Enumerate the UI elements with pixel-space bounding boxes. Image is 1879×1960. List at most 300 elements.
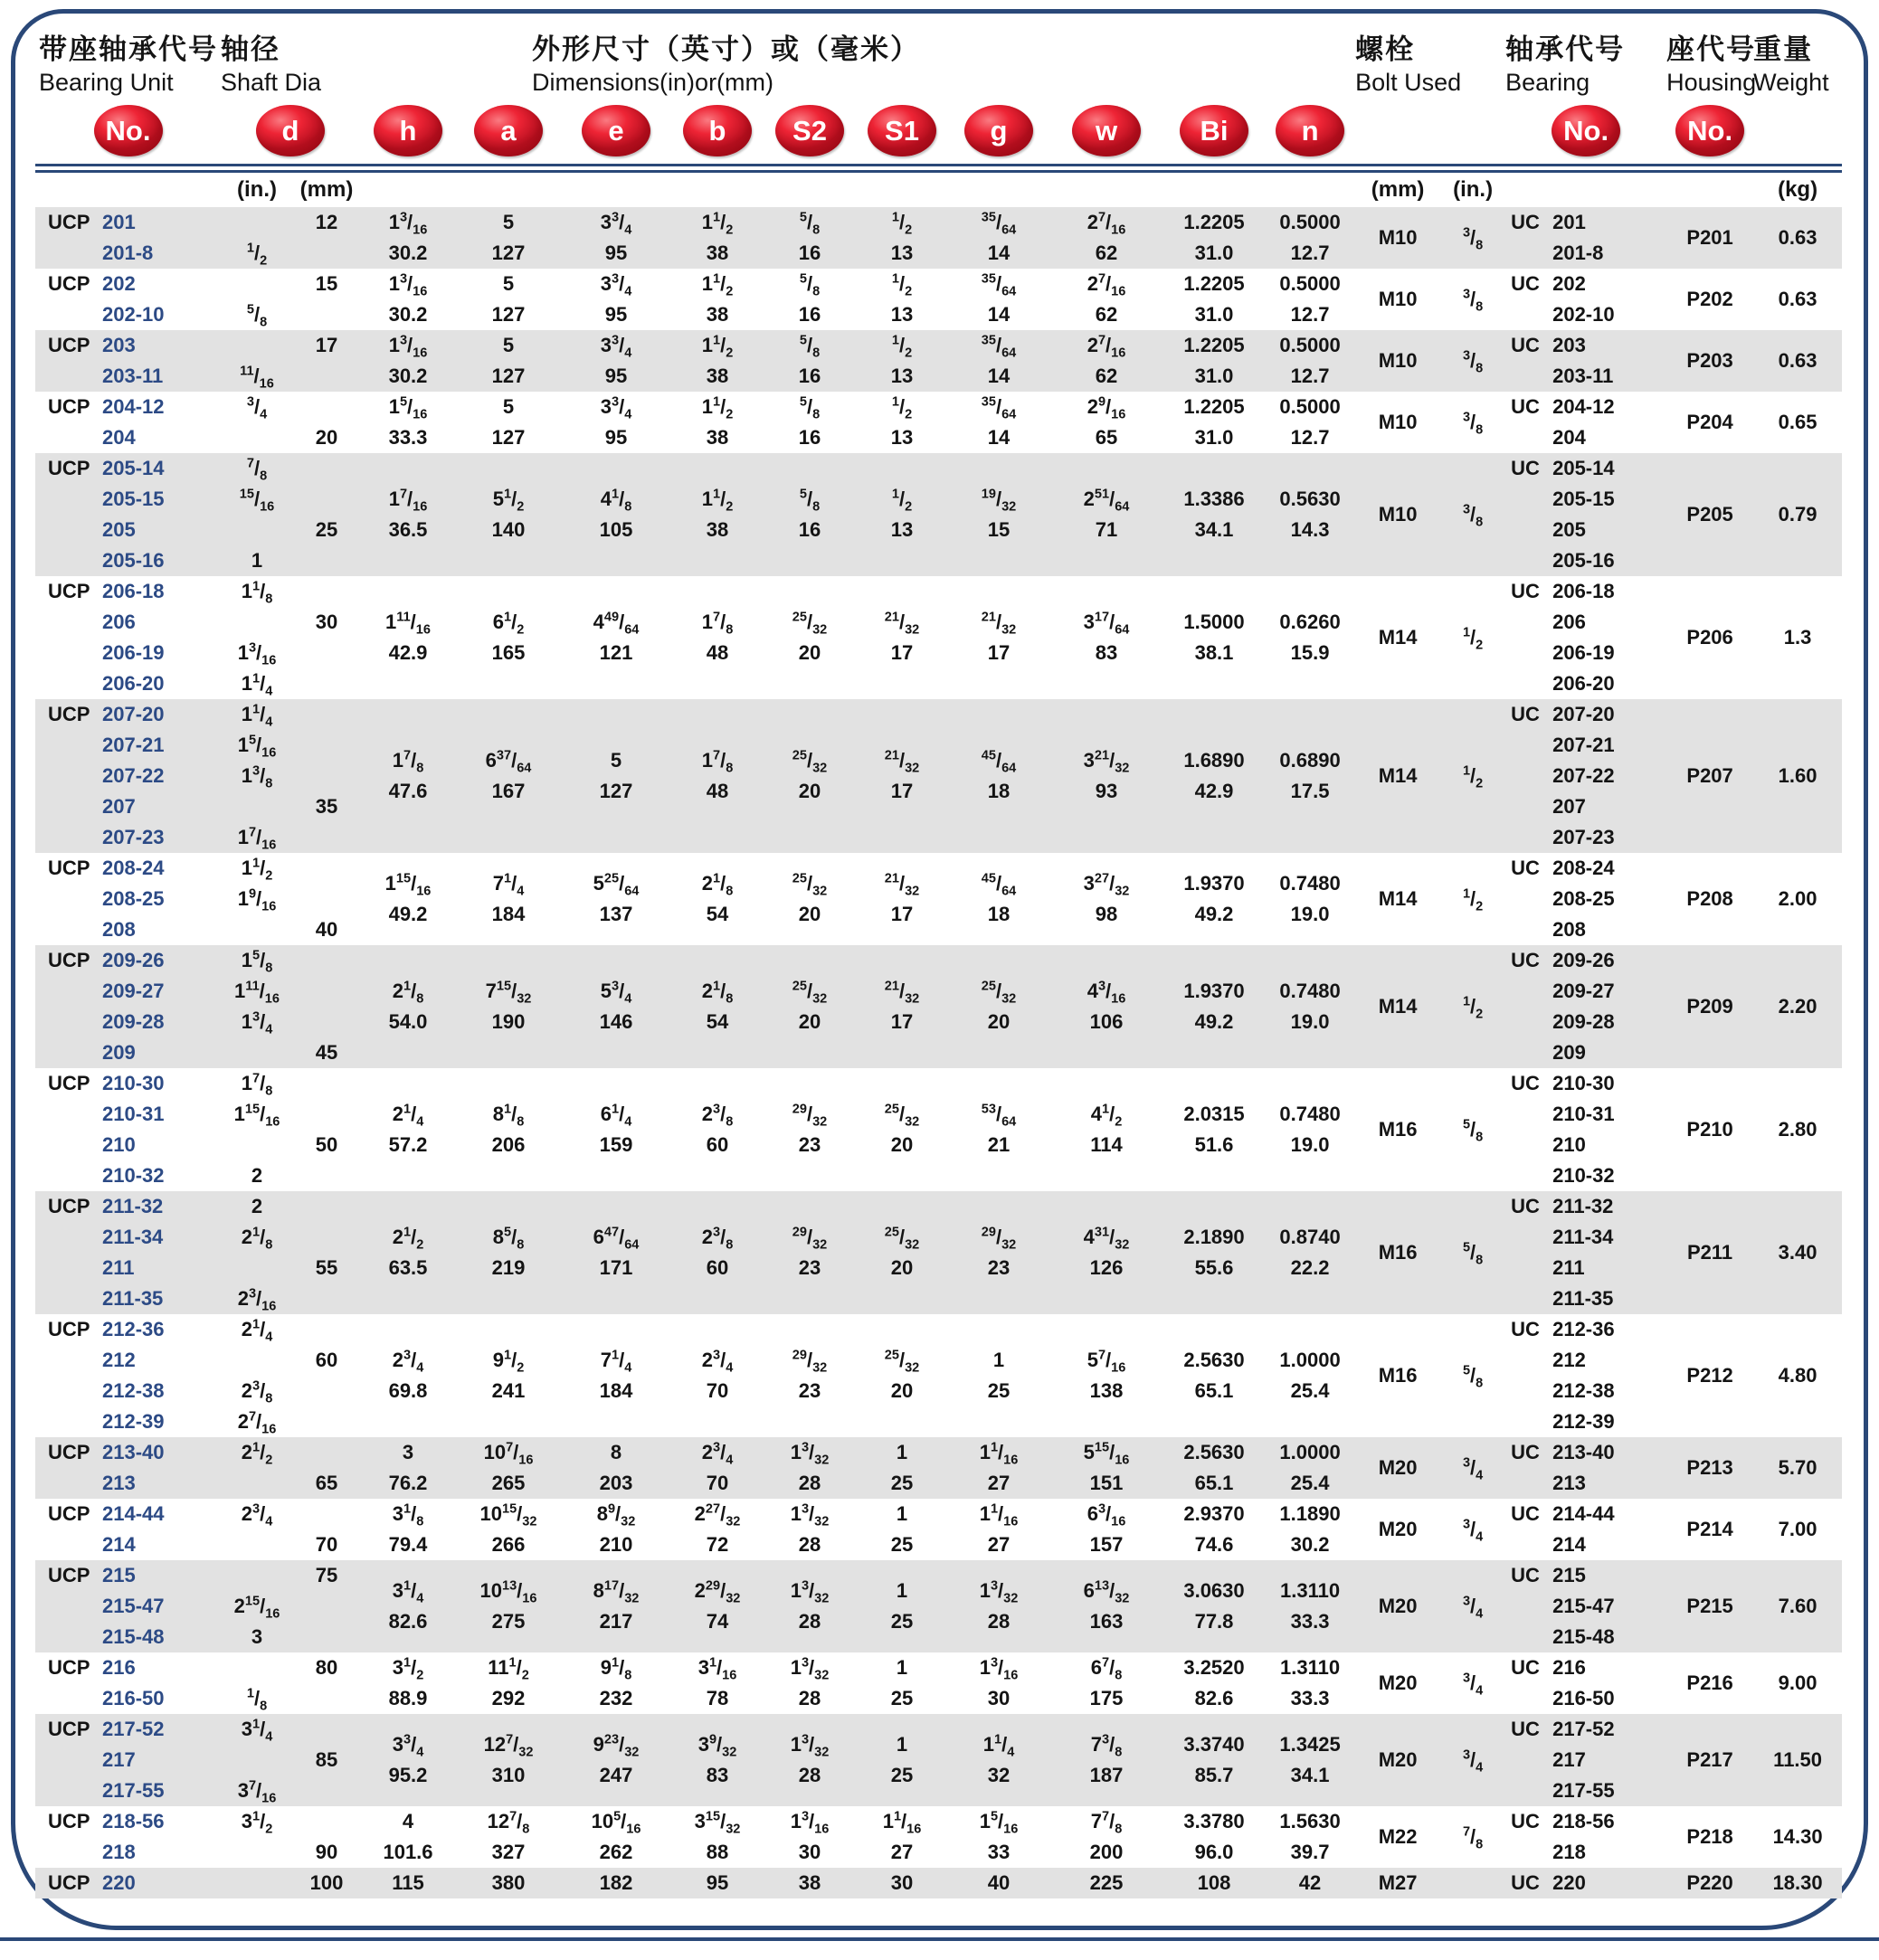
dim-g-cell: $^{35}/_{64}$ 14 [981,333,1017,387]
housing-no-cell: P204 [1686,411,1733,433]
housing-no-cell: P201 [1686,226,1733,249]
dim-h-cell: $3^1/_4$ 82.6 [388,1578,428,1633]
dim-e-cell: $6^{47}/_{64}$ 171 [593,1225,640,1279]
bolt-mm-unit: (mm) [1371,177,1425,202]
dim-bi-cell: 2.9370 74.6 [1183,1502,1245,1556]
dim-w-cell: $5^7/_{16}$ 138 [1087,1348,1126,1402]
dim-bi-cell: 1.2205 31.0 [1183,395,1245,449]
dim-a-cell: $8^1/_8$ 206 [491,1102,526,1156]
dim-bi-cell: 2.1890 55.6 [1183,1226,1245,1279]
dim-s1-cell: $1^1/_{16}$ 27 [882,1809,922,1863]
dim-e-cell: $9^1/_8$ 232 [599,1655,633,1709]
dim-s1-cell: 1 25 [890,1656,914,1709]
dim-e-cell: $3^3/_4$ 95 [600,271,632,326]
dim-s2-cell: $1^3/_{32}$ 28 [790,1578,830,1633]
weight-cell: 7.60 [1778,1595,1817,1617]
housing-no-cell: P211 [1687,1241,1733,1264]
housing-no-cell: P215 [1686,1595,1733,1617]
unit-no-cell: UCP 205-14 205-15 205 205-16 [48,457,165,572]
bolt-mm-cell: M14 [1378,995,1418,1018]
housing-no-label-zh: 座代号 [1666,33,1757,65]
dim-h-cell: $2^1/_2$ 63.5 [388,1225,428,1279]
dim-n-cell: 0.5000 12.7 [1279,211,1341,264]
dim-e-cell: $10^5/_{16}$ 262 [591,1809,641,1863]
dim-bi-cell: 2.5630 65.1 [1183,1349,1245,1402]
dim-w-cell: $2^{51}/_{64}$ 71 [1083,487,1130,541]
bolt-in-cell: $^3/_8$ [1462,410,1484,438]
dim-s2-cell: $1^3/_{32}$ 28 [790,1440,830,1494]
weight-cell: 0.63 [1778,288,1817,310]
dim-h-cell: $1^{15}/_{16}$ 49.2 [384,871,432,925]
shaft-dia-in-cell: $3^1/_2$ [241,1809,273,1837]
bolt-mm-cell: M20 [1378,1748,1418,1771]
unit-no-cell: UCP 204-12 204 [48,395,165,449]
dim-w-cell: $6^7/_8$ 175 [1089,1655,1124,1709]
dim-g-cell: $^{45}/_{64}$ 18 [981,748,1017,802]
weight-cell: 1.60 [1778,764,1817,787]
table-row [35,1868,1842,1898]
bearing-no-cell: UC 215 215-47 215-48 [1511,1564,1615,1648]
bolt-mm-cell: M14 [1378,887,1418,910]
bolt-in-cell: $^3/_4$ [1462,1594,1484,1622]
bolt-in-cell: $^3/_8$ [1462,287,1484,315]
bearing-no-label-en: Bearing [1505,69,1590,96]
dim-h-cell: $1^3/_{16}$ 30.2 [388,210,428,264]
dim-s2-cell: $^{25}/_{32}$ 20 [792,610,828,664]
shaft-dia-in-cell: $2^{15}/_{16}$ 3 [233,1594,280,1648]
dim-b-cell: $3^{15}/_{32}$ 88 [694,1809,741,1863]
bolt-mm-cell: M14 [1378,764,1418,787]
dim-g-cell: $^{35}/_{64}$ 14 [981,394,1017,449]
dim-e-cell: $4^{49}/_{64}$ 121 [593,610,640,664]
dim-h-cell: 3 76.2 [388,1441,428,1494]
dim-s2-cell: $1^3/_{32}$ 28 [790,1732,830,1786]
shaft-dia-in-cell: $^3/_4$ [246,394,268,422]
bolt-in-cell: $^3/_4$ [1462,1455,1484,1483]
housing-no-cell: P208 [1686,887,1733,910]
shaft-dia-in-cell: $^7/_8$ $^{15}/_{16}$ 1 [239,456,275,572]
unit-no-cell: UCP 210-30 210-31 210 210-32 [48,1072,165,1187]
dim-a-cell: 5 127 [491,211,526,264]
bearing-no-cell: UC 203 203-11 [1511,334,1614,387]
bolt-mm-cell: M14 [1378,626,1418,649]
dim-s1-cell: 30 [890,1871,914,1894]
b-badge: b [683,105,752,156]
dim-w-cell: $4^{31}/_{32}$ 126 [1083,1225,1130,1279]
unit-no-cell: UCP 213-40 213 [48,1441,165,1494]
dim-w-cell: $2^7/_{16}$ 62 [1087,271,1126,326]
dim-e-cell: $6^1/_4$ 159 [599,1102,633,1156]
dim-h-cell: $2^3/_4$ 69.8 [388,1348,428,1402]
shaft-dia-in-cell: 2 $2^1/_8$ $2^3/_{16}$ [237,1195,277,1314]
dim-n-cell: 1.0000 25.4 [1279,1441,1341,1494]
dim-g-cell: 1 25 [987,1349,1011,1402]
dim-a-cell: 5 127 [491,334,526,387]
dim-n-cell: 42 [1298,1871,1322,1894]
dim-a-cell: $12^7/_8$ 327 [487,1809,530,1863]
shaft-dia-in-cell [221,1868,293,1898]
dim-a-cell: $7^{15}/_{32}$ 190 [485,979,532,1033]
dim-s1-cell: $^1/_2$ 13 [890,333,914,387]
shaft-dia-in-cell: $1^7/_8$ $1^{15}/_{16}$ 2 [233,1071,280,1187]
bolt-mm-cell: M10 [1378,349,1418,372]
dim-a-cell: 5 127 [491,272,526,326]
dim-bi-cell: 3.0630 77.8 [1183,1579,1245,1633]
weight-cell: 2.80 [1778,1118,1817,1141]
bolt-mm-cell: M10 [1378,226,1418,249]
dim-g-cell: $1^5/_{16}$ 33 [979,1809,1019,1863]
dim-a-cell: $10^{15}/_{32}$ 266 [479,1501,537,1556]
bearing-no-label-zh: 轴承代号 [1505,33,1626,65]
bearing-no-header [1505,26,1666,97]
shaft-dia-mm-cell: 80 [315,1656,338,1679]
dim-a-cell: $7^1/_4$ 184 [491,871,526,925]
shaft-dia-mm-cell: 20 [315,426,338,449]
shaft-dia-in-cell: $^5/_8$ [246,302,268,330]
bolt-in-cell: $^3/_8$ [1462,225,1484,253]
dim-s2-cell: $^{25}/_{32}$ 20 [792,748,828,802]
shaft-dia-in-cell: $^{11}/_{16}$ [240,364,274,392]
dim-e-cell: 8 203 [599,1441,633,1494]
bolt-used-label-zh: 螺栓 [1355,33,1416,65]
housing-no-badge: No. [1675,105,1744,156]
shaft-dia-in-cell: $2^1/_4$ $2^3/_8$ $2^7/_{16}$ [237,1317,277,1437]
dim-h-cell: $1^3/_{16}$ 30.2 [388,271,428,326]
table-row [35,330,1842,392]
weight-label-en: Weight [1753,69,1829,96]
shaft-dia-mm-cell: 30 [315,611,338,633]
weight-unit: (kg) [1778,177,1818,202]
bearing-no-cell: UC 216 216-50 [1511,1656,1615,1709]
table-row [35,699,1842,853]
dim-h-cell: $3^3/_4$ 95.2 [388,1732,428,1786]
shaft-dia-mm-cell: 45 [315,1041,338,1064]
dim-n-cell: 0.8740 22.2 [1279,1226,1341,1279]
shaft-dia-in-cell: $2^1/_2$ [241,1440,273,1468]
bolt-used-header [1355,26,1505,97]
dim-h-cell: $1^{11}/_{16}$ 42.9 [385,610,431,664]
shaft-dia-mm-cell: 75 [315,1564,338,1586]
dim-n-cell: 0.5000 12.7 [1279,272,1341,326]
dim-g-cell: $1^3/_{32}$ 28 [979,1578,1019,1633]
dim-bi-cell: 2.5630 65.1 [1183,1441,1245,1494]
unit-no-cell: UCP 201 201-8 [48,211,154,264]
dim-n-cell: 0.5000 12.7 [1279,395,1341,449]
dim-bi-cell: 1.6890 42.9 [1183,749,1245,802]
s2-badge: S2 [775,105,844,156]
dim-g-cell: $1^1/_{16}$ 27 [979,1501,1019,1556]
dim-a-cell: $12^7/_{32}$ 310 [483,1732,534,1786]
shaft-dia-in-cell: $1^5/_8$ $1^{11}/_{16}$ $1^3/_4$ [234,948,280,1037]
dim-s1-cell: $^{25}/_{32}$ 20 [884,1102,920,1156]
weight-cell: 0.79 [1778,503,1817,526]
dim-g-cell: $^{35}/_{64}$ 14 [981,210,1017,264]
dim-w-cell: $7^7/_8$ 200 [1089,1809,1124,1863]
dim-w-cell: $3^{27}/_{32}$ 98 [1083,871,1130,925]
dim-h-cell: $1^3/_{16}$ 30.2 [388,333,428,387]
weight-cell: 11.50 [1773,1748,1823,1771]
dim-bi-cell: 108 [1197,1871,1231,1894]
dim-b-cell: $2^{27}/_{32}$ 72 [694,1501,741,1556]
weight-cell: 0.63 [1778,226,1817,249]
weight-header [1753,26,1842,97]
housing-no-cell: P213 [1686,1456,1733,1479]
dim-s1-cell: $^{25}/_{32}$ 20 [884,1348,920,1402]
shaft-dia-mm-cell: 17 [315,334,338,356]
bearing-no-cell: UC 213-40 213 [1511,1441,1615,1494]
table-row [35,945,1842,1068]
bearing-no-cell: UC 211-32 211-34 211 211-35 [1511,1195,1614,1310]
weight-cell: 2.20 [1778,995,1817,1018]
weight-cell: 5.70 [1778,1456,1817,1479]
bolt-mm-cell: M16 [1378,1364,1418,1387]
unit-no-cell: UCP 211-32 211-34 211 211-35 [48,1195,164,1310]
n-badge: n [1276,105,1344,156]
housing-no-cell: P202 [1686,288,1733,310]
dim-g-cell: $^{29}/_{32}$ 23 [981,1225,1017,1279]
dim-s2-cell: $1^3/_{32}$ 28 [790,1501,830,1556]
g-badge: g [964,105,1033,156]
table-row [35,1652,1842,1714]
dim-b-cell: $2^3/_4$ 70 [701,1440,734,1494]
d-in-unit: (in.) [237,177,277,202]
shaft-dia-label-en: Shaft Dia [221,69,322,96]
dim-n-cell: 0.7480 19.0 [1279,872,1341,925]
housing-no-cell: P205 [1686,503,1733,526]
dim-s2-cell: $^5/_8$ 16 [798,394,821,449]
housing-no-cell: P218 [1686,1825,1733,1848]
housing-no-cell: P220 [1686,1871,1733,1894]
table-row [35,269,1842,330]
dim-bi-cell: 3.3780 96.0 [1183,1810,1245,1863]
dim-s1-cell: $^{21}/_{32}$ 17 [884,871,920,925]
housing-no-cell: P207 [1686,764,1733,787]
unit-no-cell: UCP 215 215-47 215-48 [48,1564,165,1648]
bearing-unit-label-zh: 带座轴承代号 [39,33,218,65]
bi-badge: Bi [1180,105,1248,156]
housing-no-cell: P214 [1686,1518,1733,1540]
dim-e-cell: $3^3/_4$ 95 [600,394,632,449]
dim-bi-cell: 1.2205 31.0 [1183,211,1245,264]
shaft-dia-mm-cell: 100 [309,1871,344,1894]
bearing-no-cell: UC 209-26 209-27 209-28 209 [1511,949,1615,1064]
dim-b-cell: $2^{29}/_{32}$ 74 [694,1578,741,1633]
dim-g-cell: $1^3/_{16}$ 30 [979,1655,1019,1709]
dim-a-cell: 5 127 [491,395,526,449]
d-mm-unit: (mm) [299,177,354,202]
housing-no-cell: P216 [1686,1671,1733,1694]
bolt-mm-cell: M27 [1378,1871,1418,1894]
dim-h-cell: $1^7/_8$ 47.6 [388,748,428,802]
dim-n-cell: 1.1890 30.2 [1279,1502,1341,1556]
shaft-dia-in-cell: $1^1/_4$ $1^5/_{16}$ $1^3/_8$ $1^7/_{16}$ [237,702,277,853]
bearing-no-cell: UC 206-18 206 206-19 206-20 [1511,580,1615,695]
dim-s2-cell: $^{25}/_{32}$ 20 [792,871,828,925]
dim-n-cell: 1.3110 33.3 [1280,1579,1341,1633]
dim-n-cell: 0.5000 12.7 [1279,334,1341,387]
header-rule [35,164,1842,173]
dim-e-cell: $8^{17}/_{32}$ 217 [593,1578,640,1633]
h-badge: h [374,105,442,156]
s1-badge: S1 [868,105,936,156]
table-row [35,207,1842,269]
dim-s1-cell: $^1/_2$ 13 [890,394,914,449]
dim-s1-cell: 1 25 [890,1441,914,1494]
dim-g-cell: $^{35}/_{64}$ 14 [981,271,1017,326]
dim-s2-cell: $^5/_8$ 16 [798,210,821,264]
shaft-dia-in-cell: $3^1/_4$ $3^7/_{16}$ [237,1717,277,1806]
dim-s1-cell: $^{21}/_{32}$ 17 [884,610,920,664]
dim-w-cell: $4^3/_{16}$ 106 [1087,979,1126,1033]
bearing-no-cell: UC 214-44 214 [1511,1502,1615,1556]
table-row [35,1314,1842,1437]
dim-b-cell: $2^3/_8$ 60 [701,1225,734,1279]
bolt-in-cell: $^3/_4$ [1462,1671,1484,1699]
dim-g-cell: $^{53}/_{64}$ 21 [981,1102,1017,1156]
dim-b-cell: $2^3/_4$ 70 [701,1348,734,1402]
header-label-row [35,26,1842,97]
weight-cell: 7.00 [1778,1518,1817,1540]
bearing-no-cell: UC 220 [1511,1871,1586,1894]
dim-n-cell: 1.0000 25.4 [1279,1349,1341,1402]
dimensions-header [360,26,1355,97]
dim-a-cell: $9^1/_2$ 241 [491,1348,526,1402]
dim-g-cell: $1^1/_4$ 32 [982,1732,1015,1786]
shaft-dia-mm-cell: 70 [315,1533,338,1556]
dim-b-cell: $2^3/_8$ 60 [701,1102,734,1156]
housing-no-cell: P206 [1686,626,1733,649]
table-row [35,1806,1842,1868]
dim-s2-cell: $^5/_8$ 16 [798,487,821,541]
shaft-dia-header [221,26,360,97]
dim-e-cell: $8^9/_{32}$ 210 [596,1501,636,1556]
dim-bi-cell: 1.2205 31.0 [1183,334,1245,387]
dim-n-cell: 0.7480 19.0 [1279,1103,1341,1156]
bearing-no-cell: UC 204-12 204 [1511,395,1615,449]
unit-no-cell: UCP 214-44 214 [48,1502,165,1556]
dim-w-cell: $3^{17}/_{64}$ 83 [1083,610,1130,664]
housing-no-cell: P210 [1686,1118,1733,1141]
d-badge: d [256,105,325,156]
dim-h-cell: $2^1/_8$ 54.0 [388,979,428,1033]
bolt-used-label-en: Bolt Used [1355,69,1462,96]
dim-e-cell: $3^3/_4$ 95 [600,333,632,387]
dim-a-cell: $10^{13}/_{16}$ 275 [479,1578,537,1633]
unit-no-cell: UCP 218-56 218 [48,1810,165,1863]
bolt-in-cell: $^1/_2$ [1462,886,1484,914]
dim-b-cell: $1^1/_2$ 38 [701,394,734,449]
shaft-dia-mm-cell: 90 [315,1841,338,1863]
weight-cell: 2.00 [1778,887,1817,910]
dim-s1-cell: $^{21}/_{32}$ 17 [884,748,920,802]
unit-no-cell: UCP 217-52 217 217-55 [48,1718,165,1802]
dim-b-cell: $1^1/_2$ 38 [701,271,734,326]
bearing-no-cell: UC 208-24 208-25 208 [1511,857,1615,941]
shaft-dia-in-cell: $2^3/_4$ [241,1501,273,1529]
bolt-in-cell: $^7/_8$ [1462,1824,1484,1852]
bolt-mm-cell: M20 [1378,1595,1418,1617]
housing-no-cell: P209 [1686,995,1733,1018]
unit-no-cell: UCP 212-36 212 212-38 212-39 [48,1318,165,1433]
dim-w-cell: $7^3/_8$ 187 [1089,1732,1124,1786]
bearing-no-cell: UC 217-52 217 217-55 [1511,1718,1615,1802]
shaft-dia-mm-cell: 65 [315,1472,338,1494]
w-badge: w [1072,105,1141,156]
dim-h-cell: $1^5/_{16}$ 33.3 [388,394,428,449]
dim-bi-cell: 3.2520 82.6 [1183,1656,1245,1709]
dim-h-cell: $3^1/_2$ 88.9 [388,1655,428,1709]
bolt-mm-cell: M16 [1378,1118,1418,1141]
dim-s1-cell: $^1/_2$ 13 [890,487,914,541]
dim-h-cell: $1^7/_{16}$ 36.5 [388,487,428,541]
dim-w-cell: $6^3/_{16}$ 157 [1087,1501,1126,1556]
bolt-mm-cell: M10 [1378,288,1418,310]
bolt-in-cell: $^5/_8$ [1462,1240,1484,1268]
dim-s2-cell: $^{29}/_{32}$ 23 [792,1102,828,1156]
dim-bi-cell: 1.9370 49.2 [1183,980,1245,1033]
dim-n-cell: 1.3110 33.3 [1280,1656,1341,1709]
dim-a-cell: $6^1/_2$ 165 [491,610,526,664]
dim-e-cell: $9^{23}/_{32}$ 247 [593,1732,640,1786]
units-row [35,173,1842,207]
dim-b-cell: $1^1/_2$ 38 [701,333,734,387]
dim-s1-cell: $^1/_2$ 13 [890,271,914,326]
dim-b-cell: 95 [706,1871,729,1894]
dim-b-cell: $3^1/_{16}$ 78 [698,1655,737,1709]
bolt-in-cell: $^3/_8$ [1462,502,1484,530]
dim-a-cell: 380 [491,1871,526,1894]
dim-h-cell: 4 101.6 [383,1810,433,1863]
dim-s2-cell: 38 [798,1871,821,1894]
bolt-in-unit: (in.) [1453,177,1494,202]
bearing-no-cell: UC 205-14 205-15 205 205-16 [1511,457,1615,572]
bolt-mm-cell: M16 [1378,1241,1418,1264]
bolt-mm-cell: M22 [1378,1825,1418,1848]
shaft-dia-mm-cell: 15 [315,272,338,295]
dim-w-cell: $2^9/_{16}$ 65 [1087,394,1126,449]
dim-bi-cell: 1.9370 49.2 [1183,872,1245,925]
table-row [35,453,1842,576]
bearing-no-cell: UC 202 202-10 [1511,272,1615,326]
bolt-mm-cell: M20 [1378,1456,1418,1479]
bearing-no-cell: UC 201 201-8 [1511,211,1604,264]
dim-g-cell: $1^1/_{16}$ 27 [979,1440,1019,1494]
header-rule-row [35,164,1842,173]
bearing-spec-table [35,26,1842,1898]
shaft-dia-mm-cell: 40 [315,918,338,941]
bolt-in-cell: $^5/_8$ [1462,1363,1484,1391]
dimensions-label-zh: 外形尺寸（英寸）或（毫米） [532,33,920,65]
bolt-in-cell: $^5/_8$ [1462,1117,1484,1145]
table-row [35,1714,1842,1806]
shaft-dia-in-cell: $1^1/_2$ $1^9/_{16}$ [237,856,277,914]
shaft-dia-mm-cell: 55 [315,1256,338,1279]
dim-w-cell: $4^1/_2$ 114 [1090,1102,1123,1156]
unit-no-cell: UCP 208-24 208-25 208 [48,857,165,941]
table-row [35,1499,1842,1560]
spec-sheet-card [11,9,1868,1930]
bolt-mm-cell: M10 [1378,411,1418,433]
dim-bi-cell: 3.3740 85.7 [1183,1733,1245,1786]
bolt-in-cell: $^1/_2$ [1462,763,1484,791]
bolt-mm-cell: M20 [1378,1671,1418,1694]
bearing-unit-header [35,26,221,97]
bearing-no-cell: UC 218-56 218 [1511,1810,1615,1863]
dim-b-cell: $2^1/_8$ 54 [701,979,734,1033]
bolt-in-cell [1440,1868,1505,1898]
dim-h-cell: 115 [392,1871,424,1894]
dim-s2-cell: $^5/_8$ 16 [798,333,821,387]
